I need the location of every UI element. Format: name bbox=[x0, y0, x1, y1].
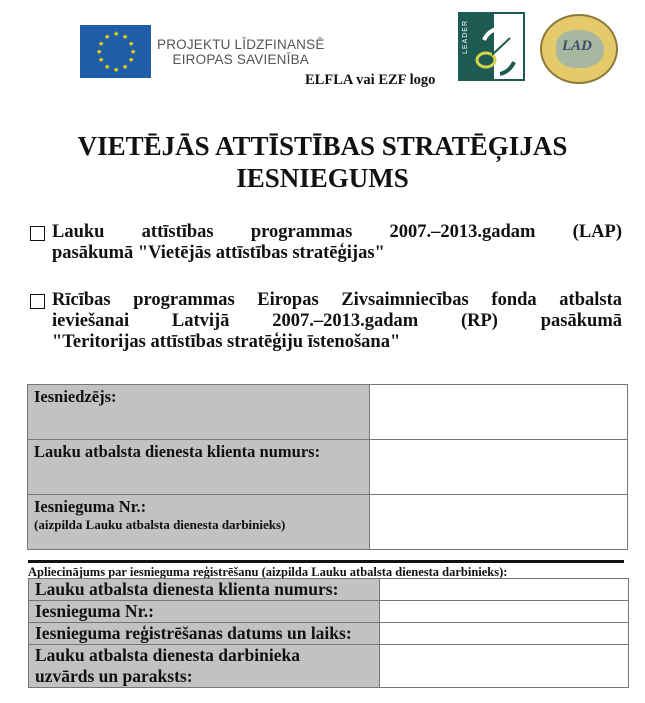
star-icon: ★ bbox=[98, 40, 105, 48]
client-number-field[interactable] bbox=[370, 440, 628, 495]
option-line: pasākumā "Vietējās attīstības stratēģijas" bbox=[52, 243, 385, 263]
table-row bbox=[29, 645, 629, 688]
table-row bbox=[28, 495, 628, 550]
leader-logo bbox=[458, 12, 525, 81]
option-line: ieviešanai Latvijā 2007.–2013.gadam (RP) pasākumā bbox=[52, 311, 622, 331]
client-number-label: Lauku atbalsta dienesta klienta numurs: bbox=[28, 440, 370, 495]
fund-logo-label: ELFLA vai EZF logo bbox=[305, 72, 436, 88]
lap-option-text bbox=[52, 222, 622, 264]
applicant-label: Iesniedzējs: bbox=[28, 385, 370, 440]
star-icon: ★ bbox=[128, 56, 135, 64]
title-line2: IESNIEGUMS bbox=[236, 163, 409, 193]
reg-datetime-field[interactable] bbox=[380, 623, 629, 645]
star-icon: ★ bbox=[104, 63, 111, 71]
leader-emblem-icon bbox=[470, 22, 520, 77]
lap-option-checkbox[interactable] bbox=[30, 226, 45, 241]
reg-datetime-label: Iesnieguma reģistrēšanas datums un laiks: bbox=[29, 623, 380, 645]
reg-officer-label-line1: Lauku atbalsta dienesta darbinieka bbox=[35, 645, 300, 665]
eu-text-line2: EIROPAS SAVIENĪBA bbox=[172, 52, 309, 67]
lad-text: LAD bbox=[562, 38, 592, 54]
rp-option-checkbox[interactable] bbox=[30, 294, 45, 309]
title-line1: VIETĒJĀS ATTĪSTĪBAS STRATĒĢIJAS bbox=[77, 131, 568, 161]
star-icon: ★ bbox=[128, 40, 135, 48]
reg-officer-label-line2: uzvārds un paraksts: bbox=[35, 666, 193, 686]
reg-client-number-field[interactable] bbox=[380, 579, 629, 601]
table-row bbox=[28, 385, 628, 440]
application-number-label bbox=[28, 495, 370, 550]
star-icon: ★ bbox=[122, 33, 129, 41]
eu-text-line1: PROJEKTU LĪDZFINANSĒ bbox=[157, 37, 325, 52]
reg-application-number-label: Iesnieguma Nr.: bbox=[29, 601, 380, 623]
star-icon: ★ bbox=[104, 33, 111, 41]
star-icon: ★ bbox=[130, 48, 137, 56]
application-number-field[interactable] bbox=[370, 495, 628, 550]
rp-option-text bbox=[52, 290, 622, 353]
table-row bbox=[29, 579, 629, 601]
lad-logo bbox=[540, 14, 618, 84]
section-divider bbox=[28, 560, 624, 563]
reg-client-number-label: Lauku atbalsta dienesta klienta numurs: bbox=[29, 579, 380, 601]
reg-officer-label bbox=[29, 645, 380, 688]
application-number-label-text: Iesnieguma Nr.: bbox=[34, 497, 147, 516]
star-icon: ★ bbox=[113, 66, 120, 74]
reg-officer-signature-field[interactable] bbox=[380, 645, 629, 688]
reg-application-number-field[interactable] bbox=[380, 601, 629, 623]
eu-cofinance-text bbox=[157, 37, 325, 67]
registration-table bbox=[28, 578, 629, 688]
table-row bbox=[29, 601, 629, 623]
star-icon: ★ bbox=[96, 48, 103, 56]
star-icon: ★ bbox=[122, 63, 129, 71]
registration-heading: Apliecinājums par iesnieguma reģistrēšanu (aizpilda Lauku atbalsta dienesta darbinieks): bbox=[28, 565, 508, 579]
table-row bbox=[28, 440, 628, 495]
applicant-field[interactable] bbox=[370, 385, 628, 440]
star-icon: ★ bbox=[113, 30, 120, 38]
table-row bbox=[29, 623, 629, 645]
eu-flag-logo bbox=[80, 25, 151, 78]
application-number-note: (aizpilda Lauku atbalsta dienesta darbinieks) bbox=[34, 517, 286, 532]
applicant-table bbox=[27, 384, 628, 550]
option-line: "Teritorijas attīstības stratēģiju īstenošana" bbox=[52, 332, 401, 352]
option-line: Rīcības programmas Eiropas Zivsaimniecības fonda atbalsta bbox=[52, 290, 622, 310]
leader-text: LEADER bbox=[462, 20, 469, 55]
page-title bbox=[0, 130, 645, 194]
star-icon: ★ bbox=[98, 56, 105, 64]
option-line: Lauku attīstības programmas 2007.–2013.gadam (LAP) bbox=[52, 222, 622, 242]
